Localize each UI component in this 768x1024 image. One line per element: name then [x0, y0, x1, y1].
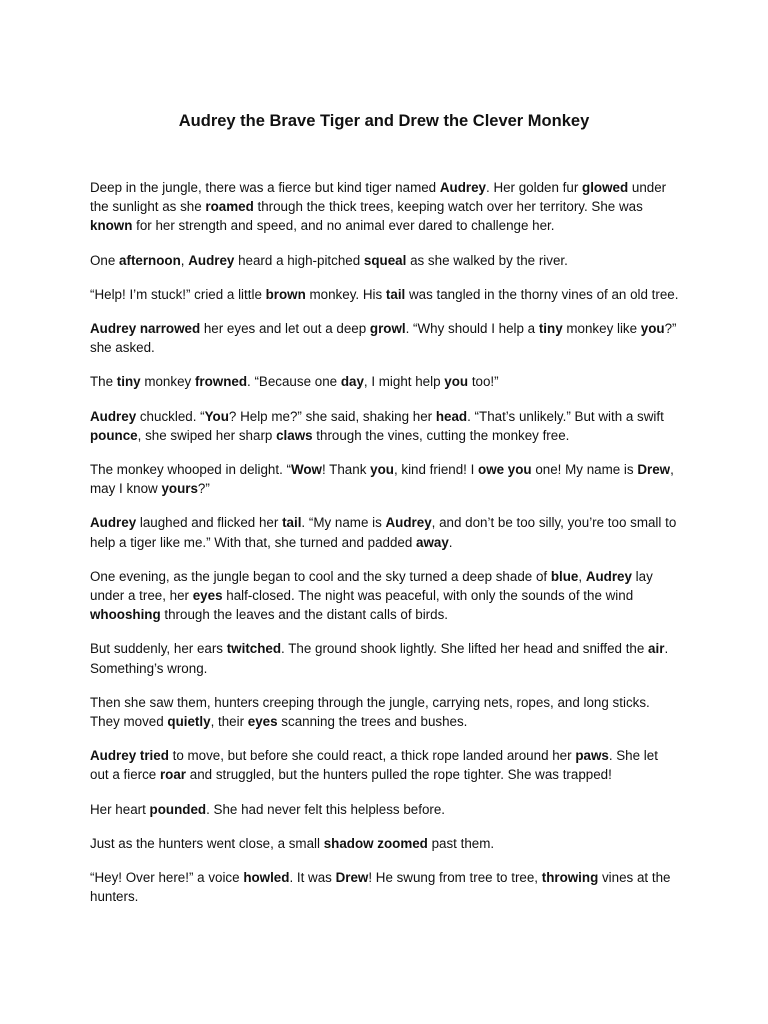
text-run: ?” she asked.: [90, 321, 677, 356]
story-paragraph: [90, 460, 680, 498]
bold-word: squeal: [363, 252, 407, 268]
bold-word: owe you: [478, 462, 532, 478]
story-paragraph: [90, 834, 680, 853]
text-run: as she walked by the river.: [406, 252, 568, 268]
story-paragraph: [90, 693, 680, 731]
text-run: to move, but before she could react, a thick rope landed around her: [168, 748, 576, 764]
story-paragraph: [90, 251, 680, 270]
text-run: . She had never felt this helpless before.: [206, 801, 446, 817]
story-paragraph: [90, 868, 680, 906]
text-run: monkey like: [562, 321, 641, 337]
bold-word: blue: [550, 568, 579, 584]
text-run: one! My name is: [531, 462, 638, 478]
bold-word: whooshing: [90, 607, 161, 623]
bold-word: eyes: [192, 588, 223, 604]
bold-word: Audrey: [90, 515, 137, 531]
text-run: through the leaves and the distant calls of birds.: [160, 607, 449, 623]
text-run: . Her golden fur: [486, 180, 583, 195]
text-run: monkey: [140, 374, 195, 390]
story-paragraph: [90, 285, 680, 304]
text-run: through the thick trees, keeping watch over her territory. She was: [253, 199, 643, 215]
bold-word: Audrey tried: [90, 748, 169, 764]
story-paragraph: [90, 746, 680, 784]
story-paragraph: [90, 639, 680, 677]
bold-word: quietly: [167, 714, 211, 730]
text-run: her eyes and let out a deep: [200, 321, 370, 337]
bold-word: yours: [161, 481, 198, 497]
bold-word: frowned: [194, 374, 248, 390]
bold-word: growl: [369, 321, 406, 337]
text-run: and struggled, but the hunters pulled the rope tighter. She was trapped!: [186, 767, 612, 783]
bold-word: day: [340, 374, 364, 390]
text-run: One evening, as the jungle began to cool and the sky turned a deep shade of: [90, 568, 551, 584]
text-run: . The ground shook lightly. She lifted her head and sniffed the: [281, 641, 649, 657]
text-run: The monkey whooped in delight. “: [90, 462, 291, 478]
text-run: ! He swung from tree to tree,: [368, 870, 542, 886]
text-run: . She let out a fierce: [90, 748, 658, 783]
text-run: , I might help: [363, 374, 445, 390]
text-run: , kind friend! I: [393, 462, 479, 478]
bold-word: head: [435, 408, 468, 424]
text-run: . It was: [289, 870, 336, 886]
bold-word: claws: [276, 427, 313, 443]
bold-word: Audrey: [585, 568, 632, 584]
text-run: .: [448, 534, 453, 550]
story-body: [90, 178, 680, 921]
text-run: heard a high-pitched: [234, 252, 364, 268]
story-paragraph: [90, 319, 680, 357]
bold-word: Wow: [290, 462, 322, 478]
bold-word: known: [90, 218, 133, 234]
bold-word: Drew: [637, 462, 671, 478]
text-run: . Something’s wrong.: [90, 641, 669, 676]
text-run: for her strength and speed, and no animal ever dared to challenge her.: [132, 218, 555, 234]
bold-word: You: [204, 408, 229, 424]
text-run: But suddenly, her ears: [90, 641, 227, 657]
story-paragraph: [90, 407, 680, 445]
bold-word: you: [640, 321, 665, 337]
text-run: scanning the trees and bushes.: [277, 714, 468, 730]
bold-word: roar: [159, 767, 187, 783]
story-paragraph: [90, 178, 680, 236]
text-run: , and don’t be too silly, you’re too small to help a tiger like me.” With that, she turned and padded: [90, 515, 677, 550]
text-run: “Help! I’m stuck!” cried a little: [90, 286, 266, 302]
bold-word: howled: [243, 870, 290, 886]
story-paragraph: [90, 513, 680, 551]
story-paragraph: [90, 567, 680, 625]
text-run: Just as the hunters went close, a small: [90, 835, 324, 851]
bold-word: tail: [282, 515, 302, 531]
text-run: , may I know: [90, 462, 674, 497]
bold-word: tiny: [116, 374, 141, 390]
text-run: , their: [210, 714, 248, 730]
text-run: past them.: [427, 835, 495, 851]
bold-word: away: [416, 534, 449, 550]
bold-word: shadow zoomed: [323, 835, 428, 851]
text-run: laughed and flicked her: [136, 515, 283, 531]
bold-word: pounded: [149, 801, 207, 817]
text-run: too!”: [468, 374, 499, 390]
text-run: . “My name is: [301, 515, 386, 531]
text-run: vines at the hunters.: [90, 870, 671, 905]
text-run: was tangled in the thorny vines of an old tree.: [405, 286, 679, 302]
text-run: lay under a tree, her: [90, 568, 653, 604]
bold-word: roamed: [205, 199, 254, 215]
document-title: Audrey the Brave Tiger and Drew the Clever Monkey: [178, 112, 590, 130]
bold-word: Audrey narrowed: [90, 321, 201, 337]
text-run: ,: [180, 252, 189, 268]
text-run: . “Because one: [247, 374, 341, 390]
bold-word: Drew: [335, 870, 369, 886]
story-paragraph: [90, 800, 680, 819]
text-run: under the sunlight as she: [90, 180, 667, 215]
text-run: monkey. His: [305, 286, 386, 302]
bold-word: you: [370, 462, 394, 478]
bold-word: twitched: [226, 641, 282, 657]
text-run: ! Thank: [321, 462, 371, 478]
bold-word: throwing: [541, 870, 599, 886]
bold-word: pounce: [90, 427, 138, 443]
text-run: . “Why should I help a: [405, 321, 539, 337]
text-run: through the vines, cutting the monkey free.: [312, 427, 570, 443]
bold-word: Audrey: [385, 515, 432, 531]
text-run: Then she saw them, hunters creeping through the jungle, carrying nets, ropes, and long sticks. They moved: [90, 694, 650, 730]
bold-word: Audrey: [188, 252, 235, 268]
bold-word: Audrey: [439, 180, 486, 195]
bold-word: Audrey: [90, 408, 137, 424]
text-run: The: [90, 374, 117, 390]
bold-word: eyes: [247, 714, 278, 730]
text-run: “Hey! Over here!” a voice: [90, 870, 244, 886]
text-run: half-closed. The night was peaceful, with only the sounds of the wind: [222, 588, 634, 604]
text-run: , she swiped her sharp: [137, 427, 277, 443]
bold-word: you: [444, 374, 469, 390]
bold-word: paws: [575, 748, 609, 764]
text-run: ?”: [197, 481, 210, 497]
bold-word: air: [648, 641, 665, 657]
bold-word: afternoon: [119, 252, 181, 268]
text-run: ? Help me?” she said, shaking her: [228, 408, 436, 424]
text-run: . “That’s unlikely.” But with a swift: [467, 408, 664, 424]
bold-word: tiny: [538, 321, 563, 337]
text-run: chuckled. “: [136, 408, 205, 424]
text-run: Deep in the jungle, there was a fierce but kind tiger named: [90, 180, 440, 195]
bold-word: glowed: [582, 180, 629, 195]
story-paragraph: [90, 372, 680, 391]
text-run: One: [90, 252, 120, 268]
bold-word: tail: [385, 286, 406, 302]
text-run: ,: [578, 568, 586, 584]
bold-word: brown: [265, 286, 306, 302]
text-run: Her heart: [90, 801, 150, 817]
